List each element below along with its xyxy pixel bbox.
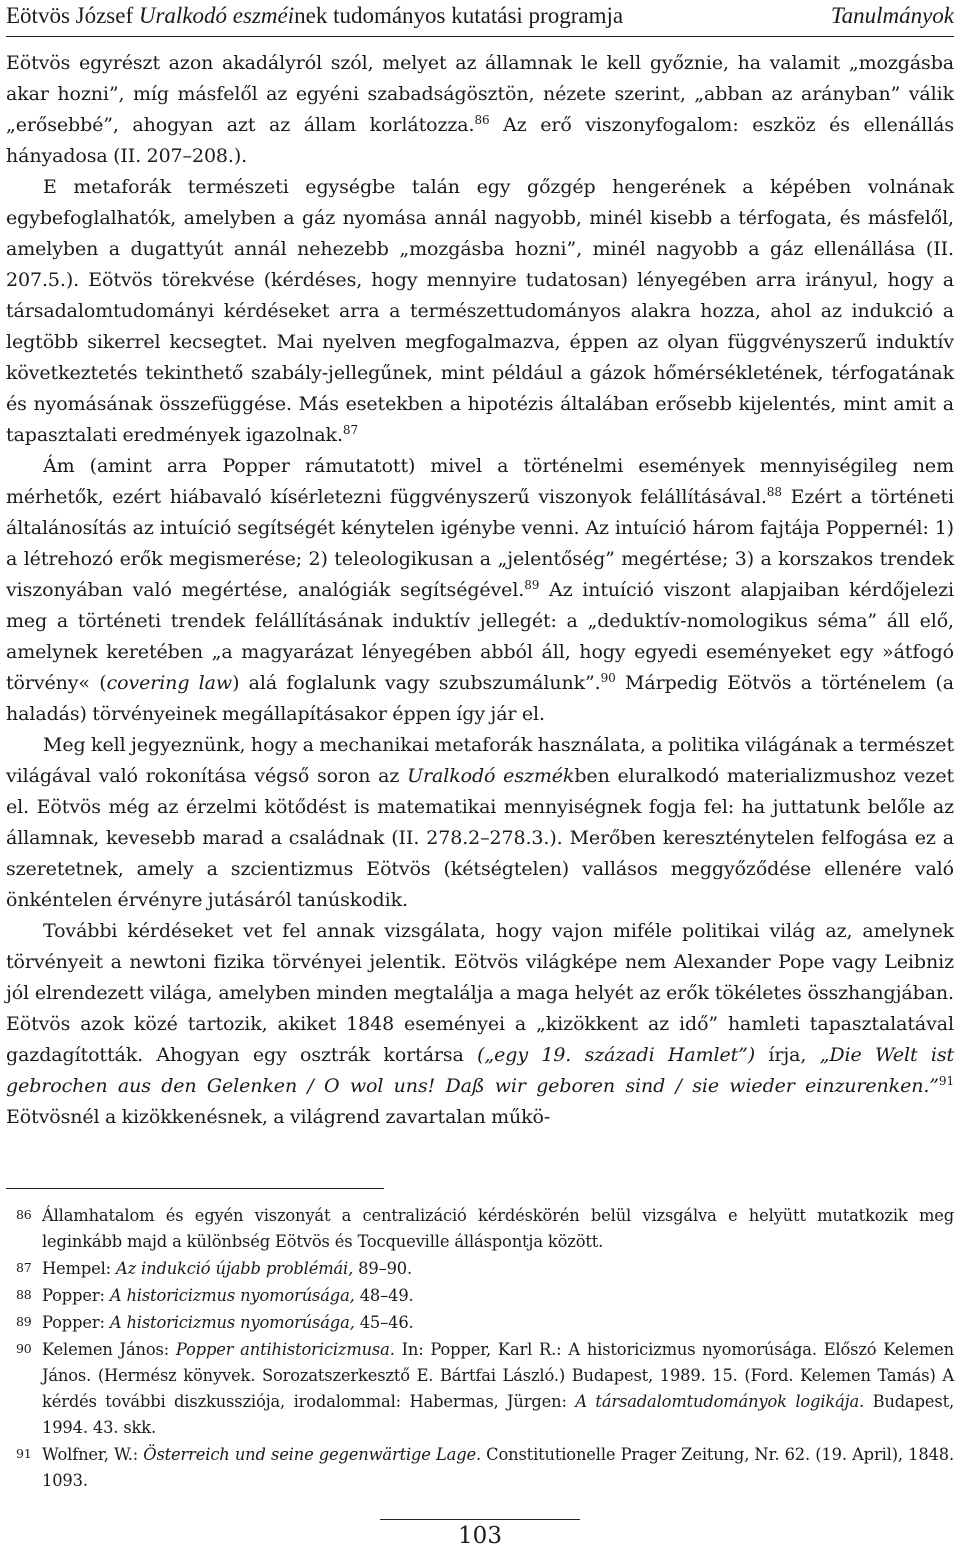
text-run: Eötvös egyrészt azon akadályról szól, melyet az államnak le kell győznie, ha valamit „mozgásba akar hozni”, míg másfelől az egyéni szabadságösztön, nézete szerint, „abban az arányban” válik „erősebbé”, ahogyan azt az állam korlátozza. <box>6 52 954 136</box>
footnote-ref: 90 <box>600 671 616 685</box>
text-run: További kérdéseket vet fel annak vizsgálata, hogy vajon miféle politikai világ az, amelynek törvényeit a newtoni fizika törvényei jelentik. Eötvös világképe nem Alexander Pope vagy Leibniz jól elrendezett világa, amelyben minden megtalálja a maga helyét az erők tökéletes összhangjában. Eötvös azok közé tartozik, akiket 1848 eseményei a „kizökkent az idő” hamleti tapasztalatával gazdagították. Ahogyan egy osztrák kortársa <box>6 920 954 1066</box>
footnote-text: Államhatalom és egyén viszonyát a centralizáció kérdéskörén belül vizsgálva e helyütt mutatkozik meg leginkább majd a különbség Eötvös és Tocqueville álláspontja között. <box>42 1206 954 1251</box>
running-title-italic: Uralkodó eszméi <box>138 3 295 28</box>
text-run: Popper: <box>42 1313 110 1332</box>
paragraph-3 <box>6 451 954 730</box>
italic-run: A társadalomtudományok logikája. <box>575 1392 865 1411</box>
text-run: 89–90. <box>353 1259 413 1278</box>
text-run: írja, <box>755 1044 820 1066</box>
paragraph-1 <box>6 48 954 172</box>
text-run: In: Popper, Karl R.: A historicizmus nyomorúsága. Előszó Kelemen János. (Hermész könyvek. Sorozatszerkesztő E. Bártfai László.) Budapest, 1989. 15. (Ford. Kelemen Tamás) A kérdés további diszkussziója, irodalommal: Habermas, Jürgen: <box>42 1340 954 1411</box>
footnote-89 <box>6 1310 954 1336</box>
text-run: Ezért a történeti általánosítás az intuíció segítségét kénytelen igénybe venni. Az intuíció három fajtája Poppernél: 1) a létrehozó erők megismerése; 2) teleologikusan a „jelentőség” megértése; 3) a korszakos trendek viszonyában való megértése, analógiák segítségével. <box>6 486 954 601</box>
italic-run: Österreich und seine gegenwärtige Lage. <box>143 1445 481 1464</box>
text-run: ben eluralkodó materializmushoz vezet el. Eötvös még az érzelmi kötődést is matematikai mennyiségnek fogja fel: ha juttatunk belőle az államnak, kevesebb marad a családnak (II. 278.2–278.3.). Merőben kereszténytelen felfogása ez a szeretetnek, amely a szcientizmus Eötvös (kétségtelen) vallásos meggyőződése ellenére való önkéntelen érvényre jutásáról tanúskodik. <box>6 765 955 911</box>
paragraph-2 <box>6 172 954 451</box>
footnote-number: 90 <box>16 1341 32 1356</box>
italic-run: Az indukció újabb problémái, <box>116 1259 354 1278</box>
footnote-88 <box>6 1283 954 1309</box>
text-run: E metaforák természeti egységbe talán egy gőzgép hengerének a képében volnának egybefoglalhatók, amelyben a gáz nyomása annál nagyobb, minél kisebb a térfogata, és másfelől, amelyben a dugattyút annál nehezebb „mozgásba hozni”, minél nagyobb a gáz ellenállása (II. 207.5.). Eötvös törekvése (kérdéses, hogy mennyire tudatosan) lényegében arra irányul, hogy a társadalomtudományi kérdéseket arra a természettudományos alakra hozza, ahol az indukció a legtöbb sikerrel kecsegtet. Mai nyelven megfogalmazva, éppen az olyan függvényszerű induktív következtetés tekinthető szabály-jellegűnek, mint például a gázok hőmérsékletének, térfogatának és nyomásának összefüggése. Más esetekben a hipotézis általában erősebb kijelentés, mint amit a tapasztalati eredmények igazolnak. <box>6 176 954 446</box>
running-title-suffix: nek tudományos kutatási programja <box>294 3 624 28</box>
text-run: Budapest, 1994. 43. skk. <box>42 1392 954 1437</box>
text-run: Az erő viszonyfogalom: eszköz és ellenállás hányadosa (II. 207–208.). <box>6 114 954 167</box>
footnote-86 <box>6 1203 954 1255</box>
text-run: ) alá foglalunk vagy szubszumálunk”. <box>232 672 601 694</box>
text-run: Márpedig Eötvös a történelem (a haladás) törvényeinek megállapításakor éppen így jár el. <box>6 672 955 725</box>
footnote-90 <box>6 1337 954 1441</box>
text-run: Kelemen János: <box>42 1340 176 1359</box>
footnotes <box>6 1203 954 1494</box>
footnote-number: 91 <box>16 1446 32 1461</box>
footnote-87 <box>6 1256 954 1282</box>
footnote-ref: 86 <box>474 113 490 127</box>
italic-run: covering law <box>106 672 233 694</box>
italic-run: A historicizmus nyomorúsága, <box>109 1286 355 1305</box>
text-run: 48–49. <box>354 1286 414 1305</box>
section-label: Tanulmányok <box>830 3 954 28</box>
text-run: Popper: <box>42 1286 110 1305</box>
header-rule <box>6 36 954 37</box>
text-run: 45–46. <box>354 1313 414 1332</box>
italic-run: („egy 19. századi Hamlet”) <box>477 1044 756 1066</box>
text-run: Ám (amint arra Popper rámutatott) mivel a történelmi események mennyiségileg nem mérhetők, ezért hiábavaló kísérletezni függvényszerű viszonyok felállításával. <box>6 455 954 508</box>
italic-run: „Die Welt ist gebrochen aus den Gelenken / O wol uns! Daß wir geboren sind / sie wieder einzurenken.” <box>6 1044 955 1097</box>
main-text <box>6 48 954 1133</box>
italic-run: Uralkodó eszmék <box>407 765 575 787</box>
italic-run: Popper antihistoricizmusa. <box>175 1340 395 1359</box>
footnote-ref: 91 <box>938 1074 954 1088</box>
text-run: Constitutionelle Prager Zeitung, Nr. 62. (19. April), 1848. 1093. <box>42 1445 954 1490</box>
text-run: Wolfner, W.: <box>42 1445 144 1464</box>
footnote-separator <box>6 1188 384 1189</box>
footnote-ref: 87 <box>342 423 358 437</box>
text-run: Az intuíció viszont alapjaiban kérdőjelezi meg a történeti trendek felállításának induktív jellegét: a „deduktív-nomologikus séma” áll elő, amelynek keretében „a magyarázat lényegében abból áll, hogy egyedi eseményeket egy »átfogó törvény« ( <box>6 579 954 694</box>
footnote-number: 87 <box>16 1260 32 1275</box>
footnote-91 <box>6 1442 954 1494</box>
text-run: Eötvösnél a kizökkenésnek, a világrend zavartalan műkö- <box>6 1106 551 1128</box>
paragraph-5 <box>6 916 954 1133</box>
running-title-prefix: Eötvös József <box>6 3 139 28</box>
running-header <box>0 0 960 32</box>
page-number: 103 <box>458 1523 502 1549</box>
running-title <box>6 2 623 30</box>
footnote-ref: 88 <box>766 485 782 499</box>
text-run: Meg kell jegyeznünk, hogy a mechanikai metaforák használata, a politika világának a természet világával való rokonítása végső soron az <box>6 734 954 787</box>
footnote-number: 88 <box>16 1287 32 1302</box>
paragraph-4 <box>6 730 954 916</box>
italic-run: A historicizmus nyomorúsága, <box>109 1313 355 1332</box>
footnote-number: 86 <box>16 1207 32 1222</box>
text-run: Hempel: <box>42 1259 116 1278</box>
footnote-ref: 89 <box>524 578 540 592</box>
footnote-number: 89 <box>16 1314 32 1329</box>
page-number-rule <box>380 1519 580 1520</box>
